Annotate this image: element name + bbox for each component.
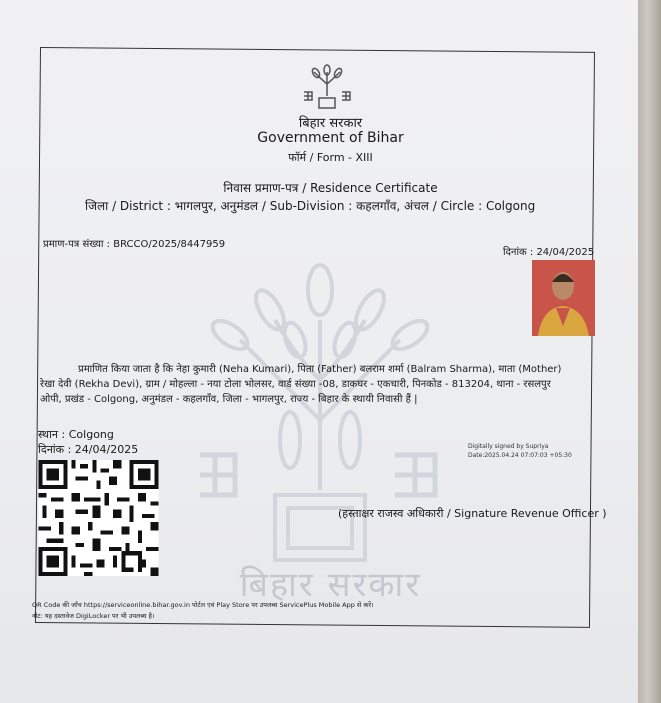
header-bihar-hindi: बिहार सरकार: [298, 116, 363, 131]
digital-signature-name: Digitally signed by Supriya: [468, 443, 549, 450]
issue-date: दिनांक : 24/04/2025: [503, 247, 595, 258]
district-line: जिला / District : भागलपुर, अनुमंडल / Sub-Division : कहलगाँव, अंचल / Circle : Colgong: [85, 199, 536, 213]
header-government: Government of Bihar: [257, 130, 404, 146]
bihar-emblem-icon: [302, 64, 352, 110]
watermark-text: बिहार सरकार: [239, 565, 422, 605]
body-line-2: रेखा देवी (Rekha Devi), ग्राम / मोहल्ला - नया टोला भोलसर, वार्ड संख्या -08, डाकघर - एकचारी, पिनकोड - 813204, थाना - रसलपुर: [40, 379, 551, 390]
applicant-photo: [532, 260, 595, 336]
person-silhouette-icon: [532, 260, 595, 336]
place-label: स्थान : Colgong: [38, 428, 114, 441]
digital-signature-date: Date:2025.04.24 07:07:03 +05:30: [468, 452, 572, 459]
certificate-number: प्रमाण-पत्र संख्या : BRCCO/2025/8447959: [43, 239, 226, 250]
certificate-title: निवास प्रमाण-पत्र / Residence Certificate: [223, 181, 438, 195]
signature-label: (हस्ताक्षर राजस्व अधिकारी / Signature Revenue Officer ): [338, 507, 607, 520]
body-line-1: प्रमाणित किया जाता है कि नेहा कुमारी (Neha Kumari), पिता (Father) बलराम शर्मा (Balram Sharma), माता (Mother): [78, 364, 562, 375]
digilocker-note: नोट: यह दस्तावेज DigiLocker पर भी उपलब्ध है।: [32, 612, 155, 620]
qr-verification-note: QR Code की जाँच https://serviceonline.bihar.gov.in पोर्टल एवं Play Store पर उपलब्ध ServicePlus Mobile App से करें।: [32, 601, 374, 609]
header-form-number: फॉर्म / Form - XIII: [288, 151, 373, 164]
qr-code[interactable]: [38, 460, 159, 576]
body-line-3: ओपी, प्रखंड - Colgong, अनुमंडल - कहलगाँव, जिला - भागलपुर, राज्य - बिहार के स्थायी निवासी हैं |: [40, 394, 418, 405]
certificate-body: [40, 362, 606, 407]
footer-date: दिनांक : 24/04/2025: [38, 443, 139, 456]
